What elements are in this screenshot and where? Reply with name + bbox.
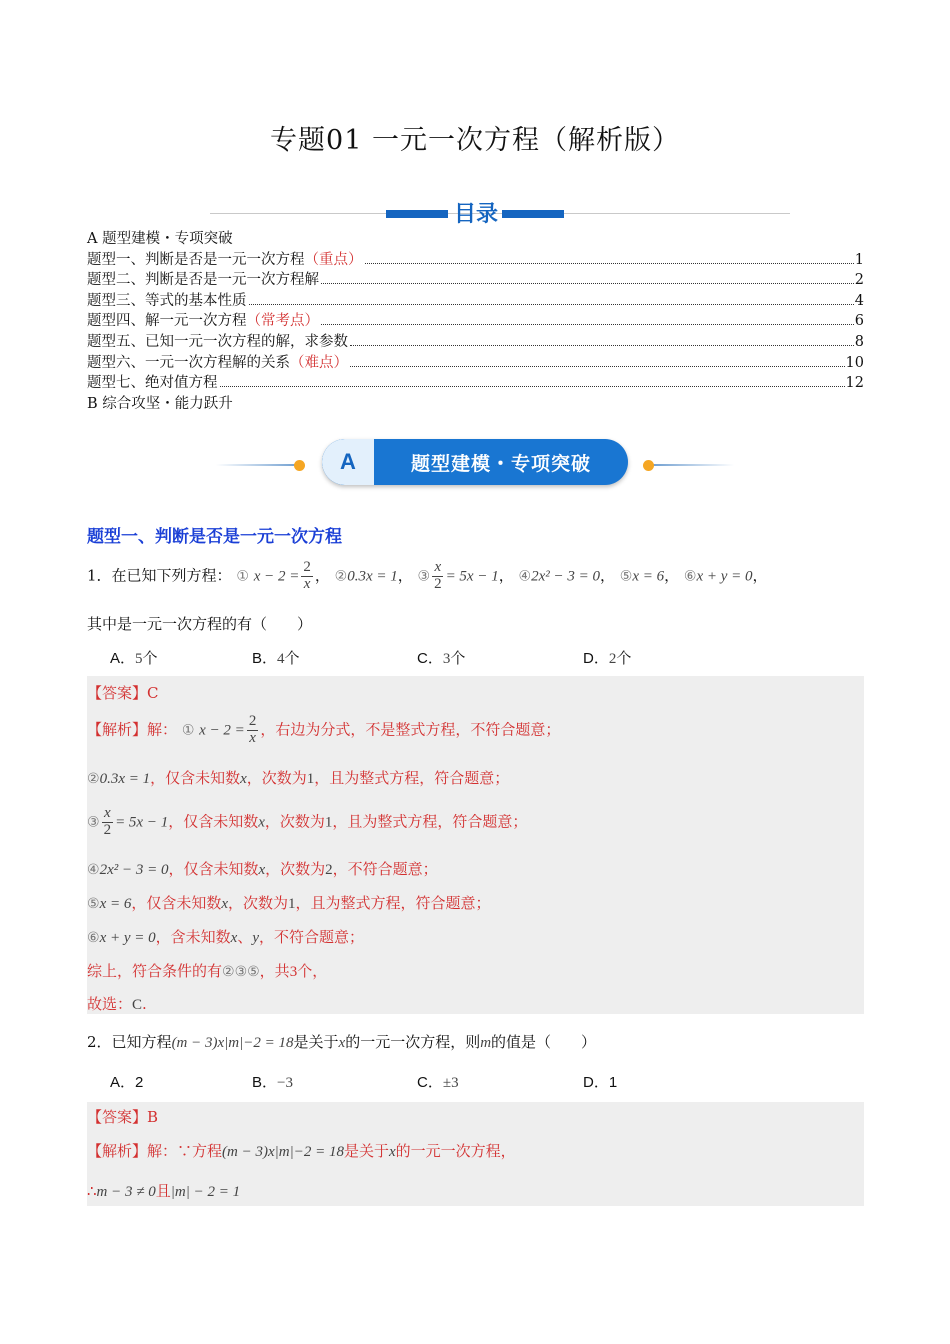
q2-answer: 【答案】B [87,1108,159,1126]
q1-option-d[interactable]: D．2个 [583,650,632,667]
toc-item[interactable]: 题型七、绝对值方程 12 [87,375,864,392]
toc-item[interactable]: 题型一、判断是否是一元一次方程 （重点） 1 [87,251,864,268]
q1-option-c[interactable]: C．3个 [417,650,466,667]
toc-bar-left [386,210,448,218]
toc-item[interactable]: 题型四、解一元一次方程 （常考点） 6 [87,313,864,330]
toc-item[interactable]: 题型五、已知一元一次方程的解，求参数 8 [87,333,864,350]
section-title: 题型一、判断是否是一元一次方程 [87,527,342,547]
q1-explain-1: 【解析】解： ① x − 2 = $\frac{2}{x}$ ，右边为分式，不是整式方程，不符合题意； [87,713,561,746]
q1-tail: 其中是一元一次方程的有（ ） [87,615,313,633]
toc-item[interactable]: 题型二、判断是否是一元一次方程解 2 [87,272,864,289]
q1-option-b[interactable]: B．4个 [252,650,300,667]
toc-part-a[interactable]: A 题型建模・专项突破 [87,231,233,247]
q2-stem: 2．已知方程(m − 3)x|m|−2 = 18是关于x的一元一次方程，则m的值是（ ） [87,1033,597,1051]
q2-answer-box [87,1102,864,1206]
table-of-contents [87,229,864,414]
toc-bar-right [502,210,564,218]
q2-option-c[interactable]: C．±3 [417,1074,459,1091]
toc-item[interactable]: 题型三、等式的基本性质 4 [87,292,864,309]
q1-explain-5: ⑤x = 6，仅含未知数x，次数为1，且为整式方程，符合题意； [87,894,491,912]
q2-explain-2: ∴m − 3 ≠ 0且|m| − 2 = 1 [87,1182,241,1200]
q1-pick: 故选：C. [87,995,147,1013]
q2-option-a[interactable]: A．2 [110,1074,144,1091]
q2-explain-1: 【解析】解：∵方程(m − 3)x|m|−2 = 18是关于x的一元一次方程， [87,1142,516,1160]
q1-explain-6: ⑥x + y = 0，含未知数x、y，不符合题意； [87,928,365,946]
q1-summary: 综上，符合条件的有②③⑤，共3个， [87,962,328,980]
toc-item[interactable]: 题型六、一元一次方程解的关系 （难点） 10 [87,354,864,371]
q1-stem: 1．在已知下列方程： ① x − 2 = $\frac{2}{x}$ ， ②0.3x = 1， ③ $\frac{x}{2}$ = 5x − 1， ④2x² − 3 = 0， ⑤x = 6， ⑥x + y = 0， [87,559,768,592]
section-badge: A [322,439,374,485]
toc-heading: 目录 [453,201,498,227]
toc-part-b[interactable]: B 综合攻坚・能力跃升 [87,395,233,412]
q1-answer: 【答案】C [87,684,159,702]
section-banner-text: 题型建模・专项突破 [410,452,591,475]
q1-explain-4: ④2x² − 3 = 0，仅含未知数x，次数为2，不符合题意； [87,860,438,878]
banner-dot-left [294,460,305,471]
banner-dot-right [643,460,654,471]
q1-option-a[interactable]: A．5个 [110,650,158,667]
q1-answer-box [87,676,864,1014]
banner-line-right [650,464,734,466]
page-title: 专题01 一元一次方程（解析版） [270,125,680,156]
banner-line-left [216,464,300,466]
q2-option-b[interactable]: B．−3 [252,1074,293,1091]
q1-explain-3: ③ $\frac{x}{2}$ = 5x − 1，仅含未知数x，次数为1，且为整式方程，符合题意； [87,805,528,838]
q1-explain-2: ②0.3x = 1，仅含未知数x，次数为1，且为整式方程，符合题意； [87,769,510,787]
q2-option-d[interactable]: D．1 [583,1074,618,1091]
section-banner [322,439,628,485]
